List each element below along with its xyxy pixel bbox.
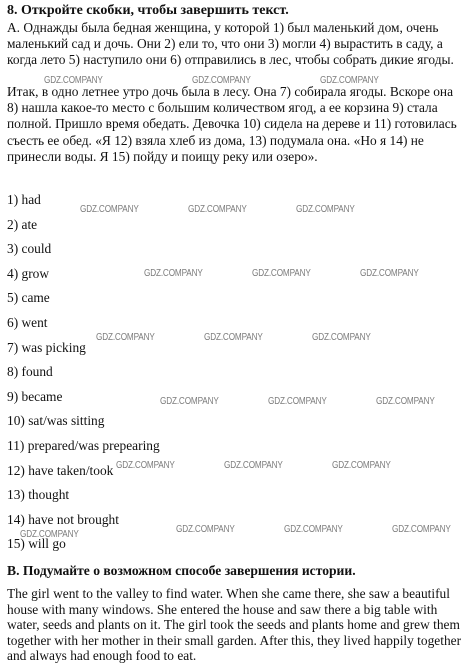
- answer-item: 2) ate: [7, 216, 38, 232]
- answer-item: 9) became: [7, 388, 63, 404]
- watermark: GDZ.COMPANY: [116, 460, 175, 471]
- watermark: GDZ.COMPANY: [332, 460, 391, 471]
- section-b-text: The girl went to the valley to find water. When she came there, she saw a beautiful house with many windows. She entered the house and saw there a big table with water, seeds and plants on it. The girl took the seeds and plants home and grew them together with her mother in their small garden. After this, they lived happily together and always had enough food to eat.: [7, 586, 462, 664]
- answer-item: 11) prepared/was prepearing: [7, 437, 160, 453]
- answer-item: 14) have not brought: [7, 511, 119, 527]
- watermark: GDZ.COMPANY: [176, 524, 235, 535]
- answer-item: 6) went: [7, 314, 48, 330]
- watermark: GDZ.COMPANY: [96, 332, 155, 343]
- watermark: GDZ.COMPANY: [44, 75, 103, 86]
- watermark: GDZ.COMPANY: [312, 332, 371, 343]
- watermark: GDZ.COMPANY: [80, 204, 139, 215]
- answer-item: 10) sat/was sitting: [7, 413, 105, 429]
- answer-item: 1) had: [7, 192, 41, 207]
- watermark: GDZ.COMPANY: [160, 396, 219, 407]
- answer-item: 5) came: [7, 290, 50, 306]
- answer-item: 7) was picking: [7, 339, 86, 355]
- watermark: GDZ.COMPANY: [204, 332, 263, 343]
- answer-item: 8) found: [7, 364, 53, 380]
- watermark: GDZ.COMPANY: [252, 268, 311, 279]
- answer-list: [7, 190, 207, 559]
- watermark: GDZ.COMPANY: [320, 75, 379, 86]
- watermark: GDZ.COMPANY: [392, 524, 451, 535]
- answer-item: 13) thought: [7, 487, 70, 503]
- task-heading: 8. Откройте скобки, чтобы завершить текст.: [7, 3, 289, 18]
- watermark: GDZ.COMPANY: [376, 396, 435, 407]
- answer-item: 12) have taken/took: [7, 462, 114, 478]
- watermark: GDZ.COMPANY: [188, 204, 247, 215]
- answer-item: 15) will go: [7, 536, 66, 552]
- paragraph-a: А. Однажды была бедная женщина, у которой 1) был маленький дом, очень маленький сад и дочь. Они 2) ели то, что они 3) могли 4) вырастить в саду, а когда лето 5) наступило они 6) отправились в лес, чтобы собрать дикие ягоды.: [7, 20, 454, 68]
- watermark: GDZ.COMPANY: [268, 396, 327, 407]
- section-b-heading: В. Подумайте о возможном способе завершения истории.: [7, 563, 356, 578]
- watermark: GDZ.COMPANY: [144, 268, 203, 279]
- watermark: GDZ.COMPANY: [296, 204, 355, 215]
- watermark: GDZ.COMPANY: [20, 529, 79, 540]
- answer-item: 4) grow: [7, 265, 50, 281]
- watermark: GDZ.COMPANY: [284, 524, 343, 535]
- answer-item: 3) could: [7, 241, 52, 257]
- watermark: GDZ.COMPANY: [224, 460, 283, 471]
- paragraph-a-continued: Итак, в одно летнее утро дочь была в лесу. Она 7) собирала ягоды. Вскоре она 8) нашла какое-то место с большим количеством ягод, а ее корзина 9) стала полной. Пришло время обедать. Девочка 10) сидела на дереве и 11) готовилась съесть ее обед. «Я 12) взяла хлеб из дома, 13) подумала она. «Но я 14) не принесли воды. Я 15) пойду и поищу реку или озеро».: [7, 84, 457, 164]
- watermark: GDZ.COMPANY: [192, 75, 251, 86]
- watermark: GDZ.COMPANY: [360, 268, 419, 279]
